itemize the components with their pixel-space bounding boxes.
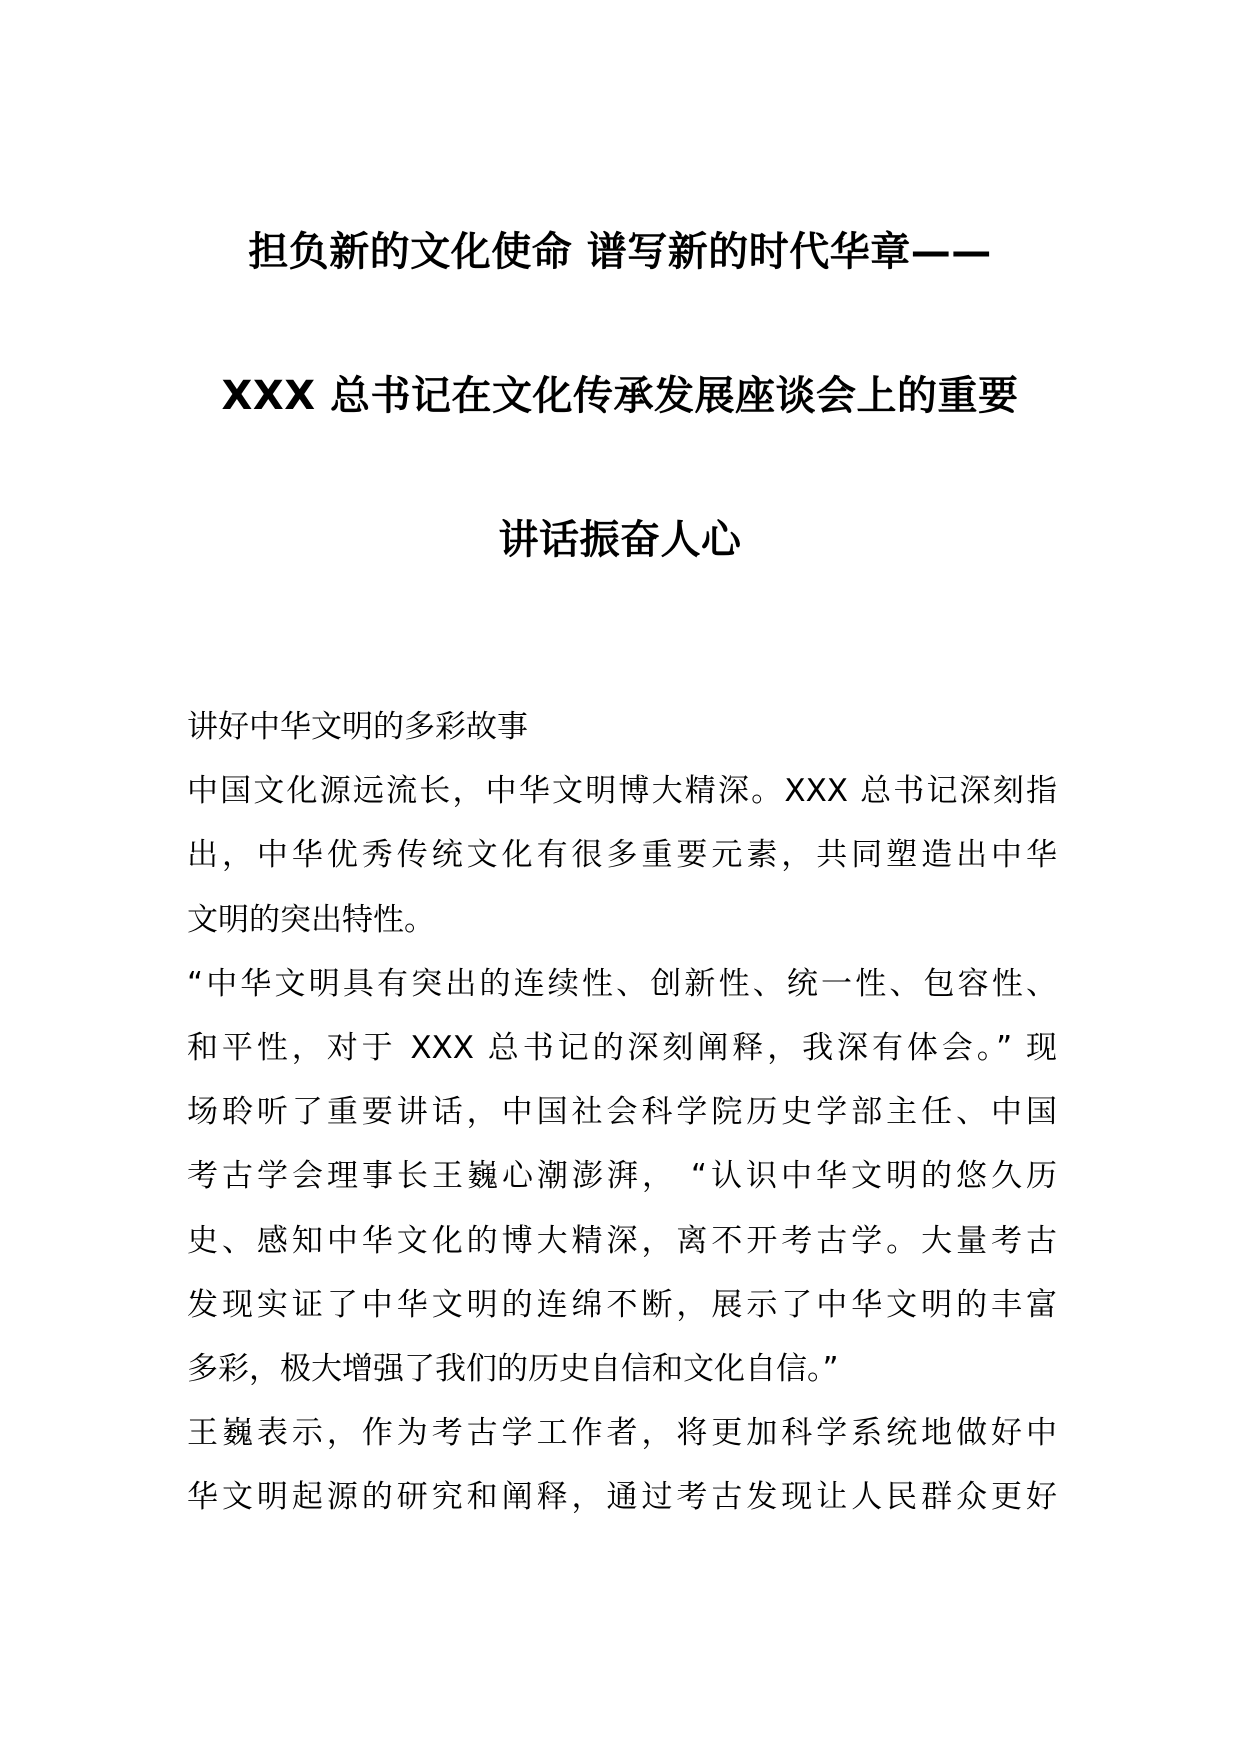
body-line: 王巍表示，作为考古学工作者，将更加科学系统地做好中 — [187, 1415, 1057, 1452]
title-line: 讲话振奋人心 — [498, 517, 742, 563]
body-line: 文明的突出特性。 — [187, 901, 435, 938]
body-line: 中国文化源远流长，中华文明博大精深。XXX 总书记深刻指 — [187, 773, 1057, 810]
body-line: 史、感知中华文化的博大精深，离不开考古学。大量考古 — [187, 1222, 1057, 1259]
body-line: 华文明起源的研究和阐释，通过考古发现让人民群众更好 — [187, 1479, 1057, 1516]
body-line: 多彩，极大增强了我们的历史自信和文化自信。” — [187, 1350, 839, 1387]
body-line: “中华文明具有突出的连续性、创新性、统一性、包容性、 — [187, 965, 1057, 1002]
body-line: 发现实证了中华文明的连绵不断，展示了中华文明的丰富 — [187, 1286, 1057, 1323]
title-line: XXX 总书记在文化传承发展座谈会上的重要 — [221, 373, 1019, 419]
title-line: 担负新的文化使命 谱写新的时代华章—— — [248, 229, 992, 275]
document-body — [187, 695, 1057, 1529]
section-heading: 讲好中华文明的多彩故事 — [187, 709, 528, 745]
body-line: 考古学会理事长王巍心潮澎湃， “认识中华文明的悠久历 — [187, 1158, 1057, 1195]
document-title — [150, 180, 1090, 612]
body-line: 场聆听了重要讲话，中国社会科学院历史学部主任、中国 — [187, 1094, 1057, 1131]
body-line: 出，中华优秀传统文化有很多重要元素，共同塑造出中华 — [187, 837, 1057, 874]
body-line: 和平性，对于 XXX 总书记的深刻阐释，我深有体会。” 现 — [187, 1029, 1057, 1066]
